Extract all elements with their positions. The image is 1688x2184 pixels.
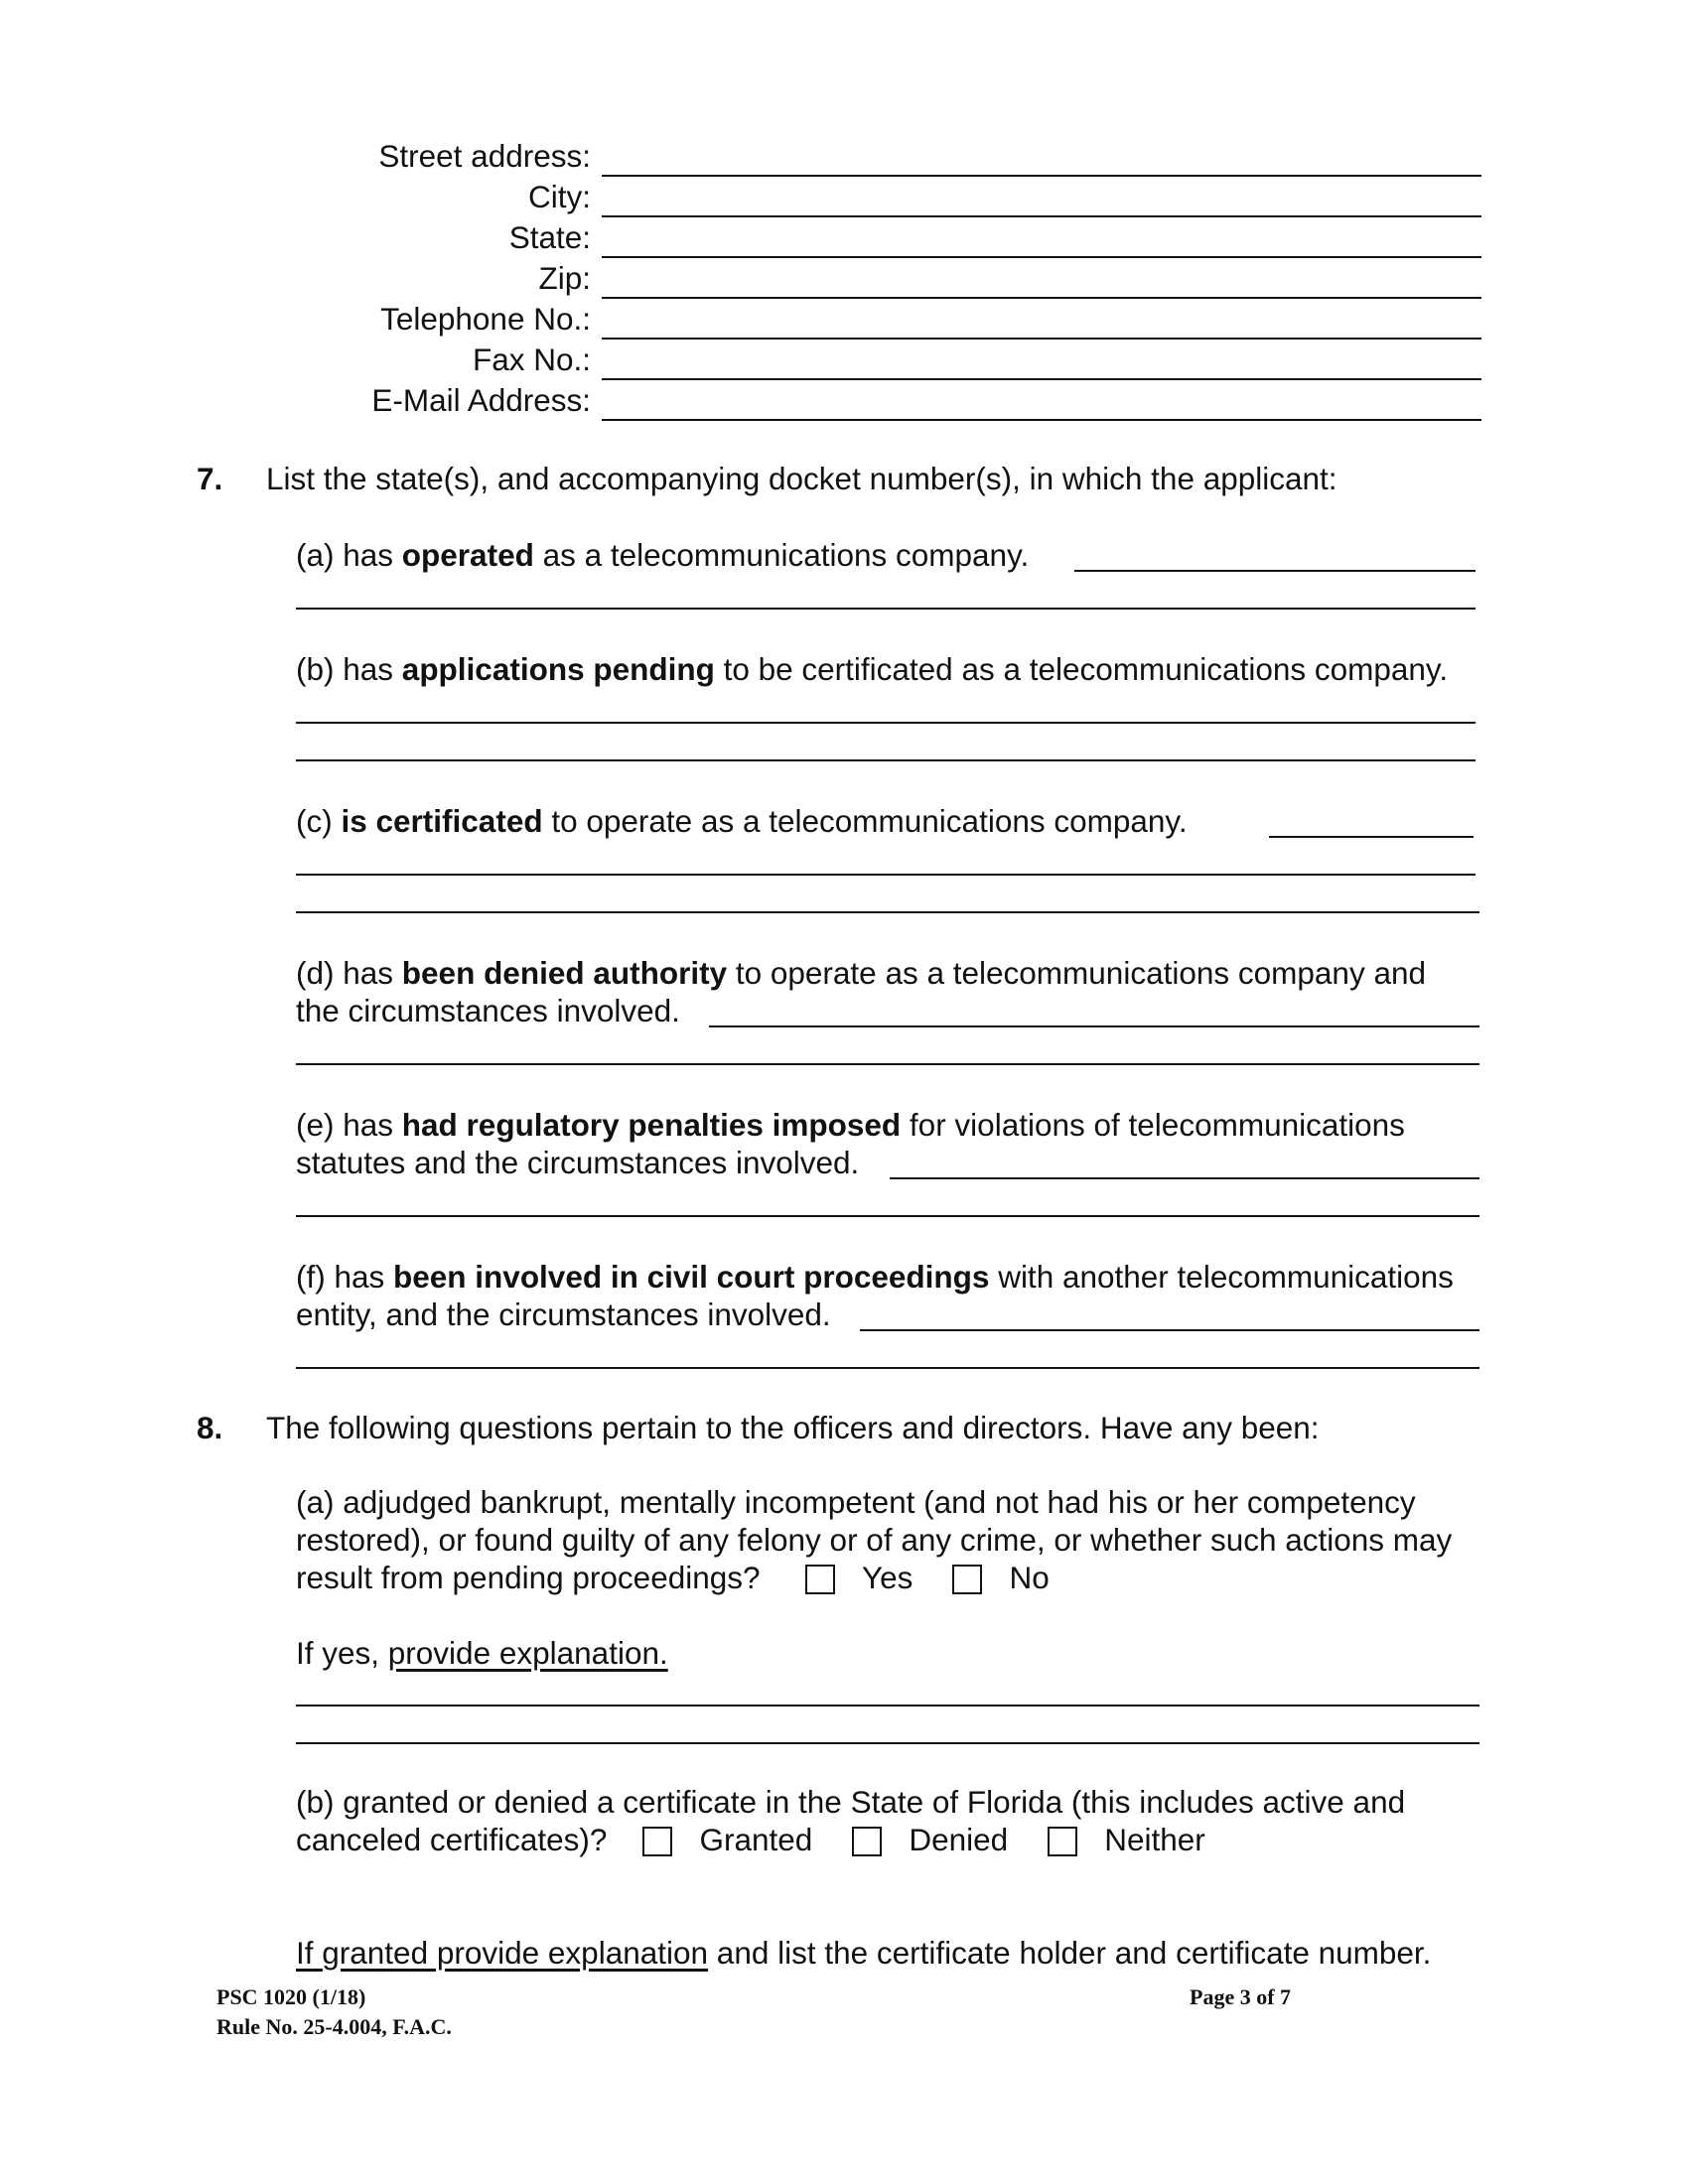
city-field[interactable] xyxy=(602,192,1481,217)
state-field[interactable] xyxy=(602,232,1481,258)
q7e-bold: had regulatory penalties imposed xyxy=(401,1107,902,1143)
q8a-question-end: result from pending proceedings? xyxy=(296,1560,761,1595)
q8b-neither-label: Neither xyxy=(1104,1822,1205,1857)
q8a-text-line-2: restored), or found guilty of any felony or of any crime, or whether such actions may xyxy=(296,1522,1453,1558)
q7a-text xyxy=(296,536,1029,574)
q7b-text xyxy=(296,650,1448,688)
q8a-no-label: No xyxy=(1009,1560,1050,1595)
email-field[interactable] xyxy=(602,395,1481,421)
q7f-text-line-1 xyxy=(296,1258,1454,1296)
q7c-text xyxy=(296,802,1188,840)
q7a-post: as a telecommunications company. xyxy=(533,537,1030,573)
q8b-if-granted-post: and list the certificate holder and certificate number. xyxy=(708,1935,1432,1971)
q7e-pre: (e) has xyxy=(296,1107,402,1143)
street-address-label: Street address: xyxy=(378,138,591,174)
telephone-label: Telephone No.: xyxy=(380,301,591,337)
q7e-text-line-2: statutes and the circumstances involved. xyxy=(296,1145,860,1180)
zip-field[interactable] xyxy=(602,273,1481,299)
q7c-answer-line-3[interactable] xyxy=(296,911,1479,913)
email-label: E-Mail Address: xyxy=(371,382,591,418)
q8b-granted-checkbox[interactable] xyxy=(642,1827,672,1856)
q7d-answer-line-1[interactable] xyxy=(709,1025,1479,1027)
q7c-answer-line-2[interactable] xyxy=(296,874,1476,876)
question-7-number: 7. xyxy=(197,461,223,496)
q7f-pre: (f) has xyxy=(296,1259,394,1295)
q7b-pre: (b) has xyxy=(296,651,402,687)
q7c-pre: (c) xyxy=(296,803,342,839)
zip-label: Zip: xyxy=(538,260,591,296)
fax-label: Fax No.: xyxy=(472,341,591,377)
q8a-text-line-3 xyxy=(296,1559,1050,1596)
question-8-intro: The following questions pertain to the officers and directors. Have any been: xyxy=(266,1410,1320,1445)
question-7-intro: List the state(s), and accompanying docket number(s), in which the applicant: xyxy=(266,461,1337,496)
q7d-bold: been denied authority xyxy=(401,955,728,991)
q7a-answer-line-1[interactable] xyxy=(1074,570,1476,572)
q7a-pre: (a) has xyxy=(296,537,402,573)
q7c-bold: is certificated xyxy=(341,803,543,839)
q8b-granted-label: Granted xyxy=(699,1822,813,1857)
q8b-text-line-1: (b) granted or denied a certificate in the State of Florida (this includes active and xyxy=(296,1784,1406,1820)
q7c-answer-line-1[interactable] xyxy=(1269,836,1474,838)
question-8-number: 8. xyxy=(197,1410,223,1445)
q7f-post: with another telecommunications xyxy=(989,1259,1454,1295)
q8b-question-end: canceled certificates)? xyxy=(296,1822,608,1857)
q7e-post: for violations of telecommunications xyxy=(901,1107,1405,1143)
q8b-denied-checkbox[interactable] xyxy=(852,1827,882,1856)
q7b-post: to be certificated as a telecommunications company. xyxy=(714,651,1449,687)
q7e-text-line-1 xyxy=(296,1106,1405,1144)
q7f-text-line-2: entity, and the circumstances involved. xyxy=(296,1297,831,1332)
q7c-post: to operate as a telecommunications company. xyxy=(542,803,1188,839)
telephone-field[interactable] xyxy=(602,314,1481,340)
footer-form-id: PSC 1020 (1/18) xyxy=(216,1984,366,2009)
q7d-text-line-2: the circumstances involved. xyxy=(296,993,680,1028)
city-label: City: xyxy=(528,179,591,214)
footer-rule: Rule No. 25-4.004, F.A.C. xyxy=(216,2014,452,2039)
q7f-answer-line-1[interactable] xyxy=(860,1329,1479,1331)
q8a-if-yes-explanation: provide explanation. xyxy=(387,1635,668,1671)
q7b-answer-line-2[interactable] xyxy=(296,759,1476,761)
q7d-answer-line-2[interactable] xyxy=(296,1063,1479,1065)
q7b-bold: applications pending xyxy=(401,651,715,687)
q8a-answer-line-2[interactable] xyxy=(296,1742,1479,1744)
q8a-text-line-1: (a) adjudged bankrupt, mentally incompetent (and not had his or her competency xyxy=(296,1484,1416,1520)
footer-page-number: Page 3 of 7 xyxy=(1190,1984,1292,2009)
fax-field[interactable] xyxy=(602,354,1481,380)
q8a-answer-line-1[interactable] xyxy=(296,1705,1479,1706)
q7d-text-line-1 xyxy=(296,954,1426,992)
q7a-answer-line-2[interactable] xyxy=(296,608,1476,610)
q8a-if-yes xyxy=(296,1634,668,1672)
q8b-text-line-2 xyxy=(296,1821,1205,1858)
q7d-pre: (d) has xyxy=(296,955,402,991)
q8a-no-checkbox[interactable] xyxy=(952,1565,982,1594)
q8b-neither-checkbox[interactable] xyxy=(1048,1827,1077,1856)
q8b-denied-label: Denied xyxy=(909,1822,1009,1857)
q7f-bold: been involved in civil court proceedings xyxy=(393,1259,990,1295)
q8a-if-yes-pre: If yes, xyxy=(296,1635,388,1671)
q7d-post: to operate as a telecommunications company and xyxy=(727,955,1426,991)
q8b-if-granted xyxy=(296,1934,1431,1972)
q7e-answer-line-2[interactable] xyxy=(296,1215,1479,1217)
state-label: State: xyxy=(508,219,591,255)
q8b-if-granted-explanation: If granted provide explanation xyxy=(296,1935,709,1971)
street-address-field[interactable] xyxy=(602,151,1481,177)
q7b-answer-line-1[interactable] xyxy=(296,722,1476,724)
q7a-bold: operated xyxy=(401,537,534,573)
q7e-answer-line-1[interactable] xyxy=(890,1177,1479,1179)
q8a-yes-checkbox[interactable] xyxy=(805,1565,835,1594)
q8a-yes-label: Yes xyxy=(862,1560,914,1595)
q7f-answer-line-2[interactable] xyxy=(296,1367,1479,1369)
